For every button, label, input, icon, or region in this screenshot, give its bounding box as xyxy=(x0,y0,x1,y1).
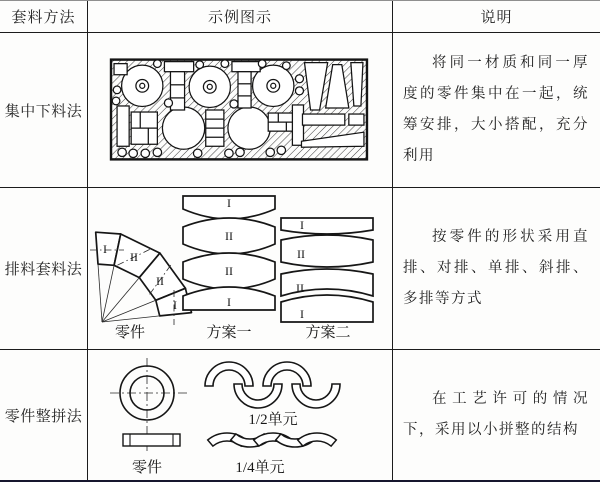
header-example-label: 示例图示 xyxy=(207,10,272,26)
figure-ring-splitting xyxy=(90,351,390,479)
figure-concentrated-nesting xyxy=(109,57,371,163)
row1-note-cell xyxy=(393,33,600,188)
s2-p3-mark: II xyxy=(296,280,304,295)
figure-strip-layout-schemes xyxy=(90,190,390,348)
row3-method-cell xyxy=(0,350,88,480)
row1-method-label: 集中下料法 xyxy=(4,103,83,120)
row3-method-label: 零件整拼法 xyxy=(4,408,83,425)
part-label: 零件 xyxy=(114,324,146,341)
row2-method-cell xyxy=(0,188,88,350)
row1-method-cell xyxy=(0,33,88,188)
row1-description: 将同一材质和同一厚度的零件集中在一起，统筹安排，大小搭配，充分利用 xyxy=(403,54,589,165)
half-unit-arcs xyxy=(205,362,340,408)
part-label: 零件 xyxy=(131,460,163,476)
scheme1-stack xyxy=(183,196,275,310)
s2-p4-mark: I xyxy=(300,306,304,321)
row2-method-label: 排料套料法 xyxy=(4,262,83,278)
header-method-label: 套料方法 xyxy=(11,10,76,26)
scheme2-stack xyxy=(281,218,373,322)
elbow-part-drawing xyxy=(90,232,192,341)
s1-p1-mark: I xyxy=(227,195,231,210)
s2-p2-mark: II xyxy=(297,246,305,261)
header-example xyxy=(88,1,393,33)
quarter-unit-arcs xyxy=(208,433,337,447)
row1-figure-cell xyxy=(88,33,393,188)
s2-p1-mark: I xyxy=(300,217,304,232)
header-note xyxy=(393,1,600,33)
row2-description: 按零件的形状采用直排、对排、单排、斜排、多排等方式 xyxy=(403,228,589,308)
fan-seg3-mark: II xyxy=(156,273,164,288)
s1-p4-mark: I xyxy=(227,294,231,309)
fan-seg2-mark: II xyxy=(130,249,138,264)
quarter-unit-label: 1/4单元 xyxy=(235,460,285,476)
fan-seg1-mark: I xyxy=(103,241,107,256)
header-method xyxy=(0,1,88,33)
ring-part-drawing xyxy=(110,358,190,476)
scheme1-label: 方案一 xyxy=(206,324,252,341)
row3-figure-cell xyxy=(88,350,393,480)
s1-p3-mark: II xyxy=(225,263,233,278)
row3-description: 在工艺许可的情况下，采用以小拼整的结构 xyxy=(403,390,589,438)
scheme2-label: 方案二 xyxy=(305,324,351,341)
s1-p2-mark: II xyxy=(225,228,233,243)
fan-seg4-mark: I xyxy=(173,297,177,312)
header-note-label: 说明 xyxy=(480,10,513,26)
row3-note-cell xyxy=(393,350,600,480)
half-unit-label: 1/2单元 xyxy=(248,412,298,428)
row2-note-cell xyxy=(393,188,600,350)
row2-figure-cell xyxy=(88,188,393,350)
